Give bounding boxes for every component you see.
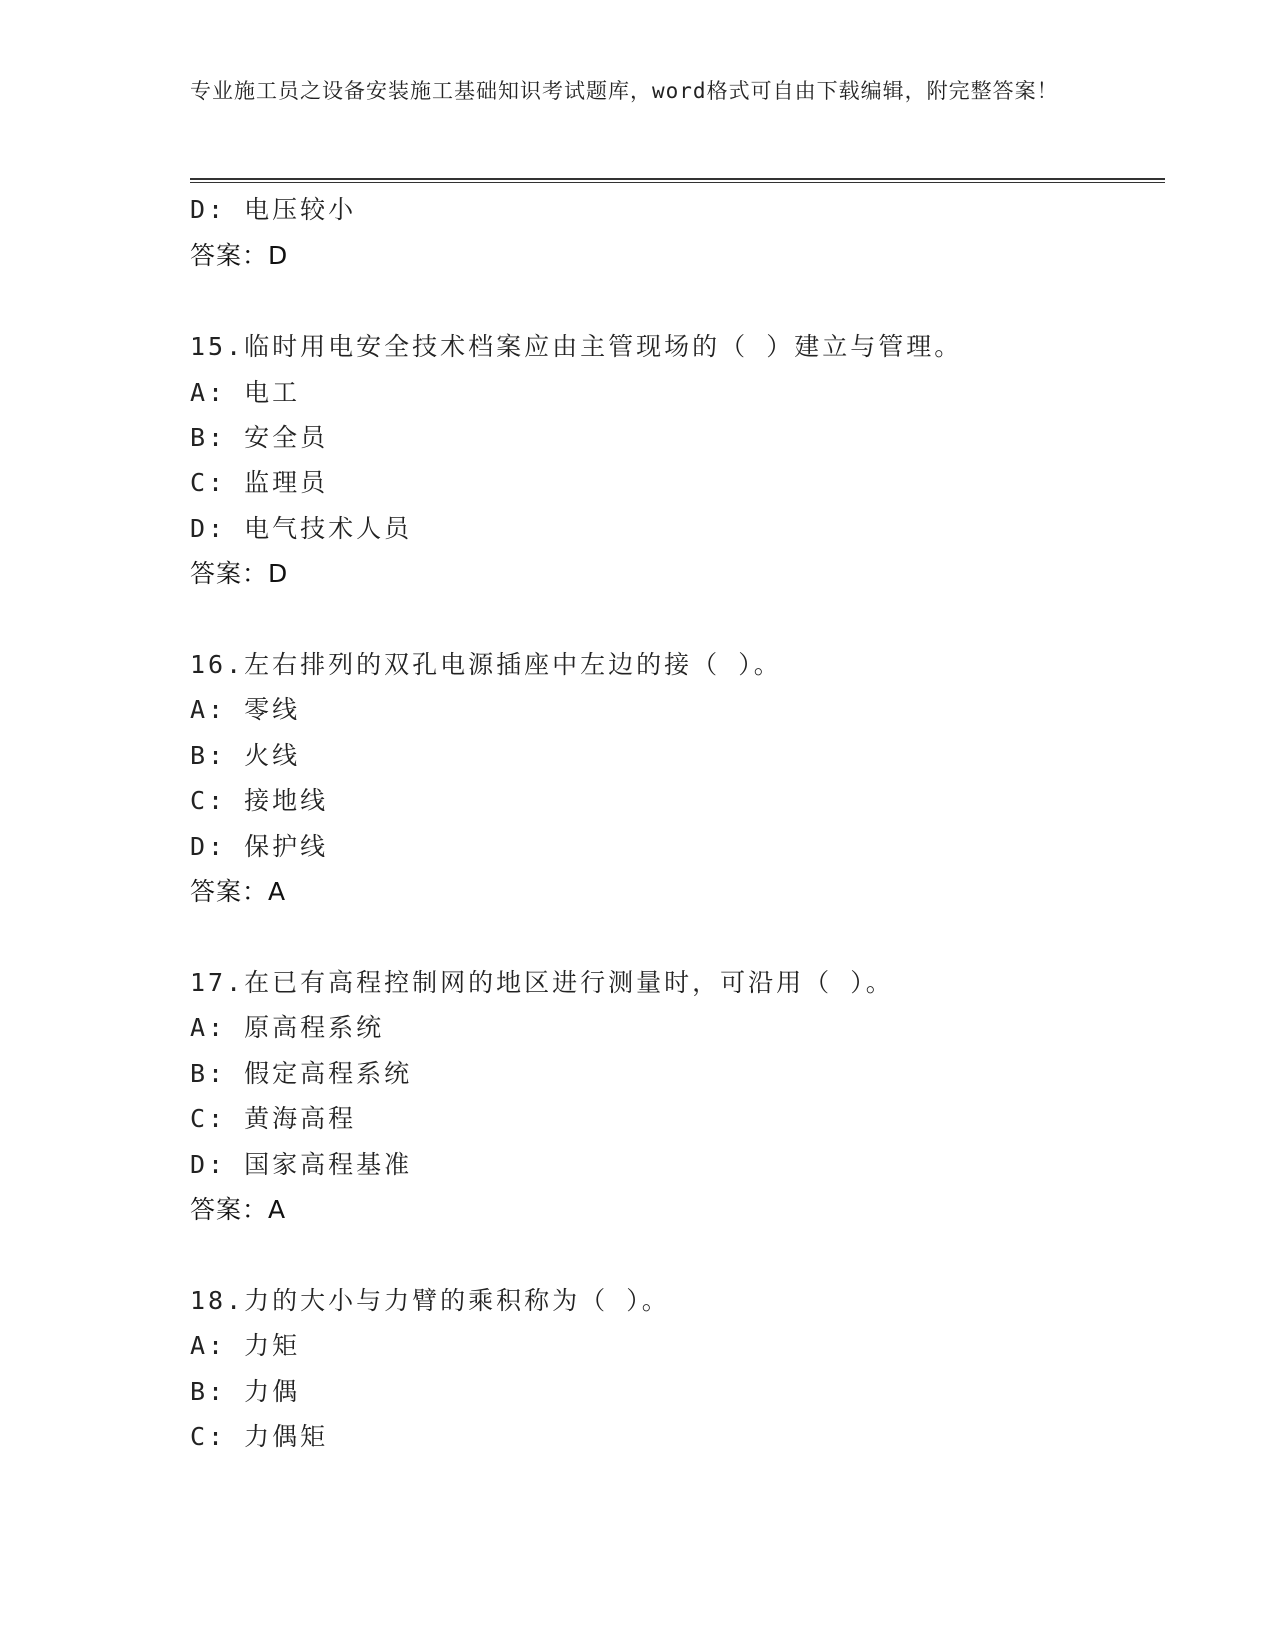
option-line: A: 零线 [190,695,301,724]
question-line: 16.左右排列的双孔电源插座中左边的接（ ）。 [190,650,782,679]
option-line: B: 假定高程系统 [190,1059,413,1088]
option-line: D: 保护线 [190,832,329,861]
question-line: 18.力的大小与力臂的乘积称为（ ）。 [190,1286,670,1315]
option-line: A: 原高程系统 [190,1013,385,1042]
question-line: 17.在已有高程控制网的地区进行测量时，可沿用（ ）。 [190,968,894,997]
option-line: B: 火线 [190,741,301,770]
question-line: 15.临时用电安全技术档案应由主管现场的（ ）建立与管理。 [190,332,963,361]
answer-line: 答案：A [190,1195,287,1224]
option-line: C: 接地线 [190,786,329,815]
option-line: C: 监理员 [190,468,329,497]
option-line: B: 力偶 [190,1377,301,1406]
answer-line: 答案：A [190,877,287,906]
answer-line: 答案：D [190,559,289,588]
option-line: B: 安全员 [190,423,329,452]
answer-line: 答案：D [190,241,289,270]
option-line: C: 力偶矩 [190,1422,329,1451]
option-line: C: 黄海高程 [190,1104,357,1133]
header-divider [190,178,1165,183]
document-header: 专业施工员之设备安装施工基础知识考试题库，word格式可自由下载编辑，附完整答案！ [190,79,1059,103]
option-line: D: 国家高程基准 [190,1150,413,1179]
option-line: D: 电压较小 [190,195,357,224]
option-line: A: 力矩 [190,1331,301,1360]
option-line: D: 电气技术人员 [190,514,413,543]
option-line: A: 电工 [190,378,301,407]
